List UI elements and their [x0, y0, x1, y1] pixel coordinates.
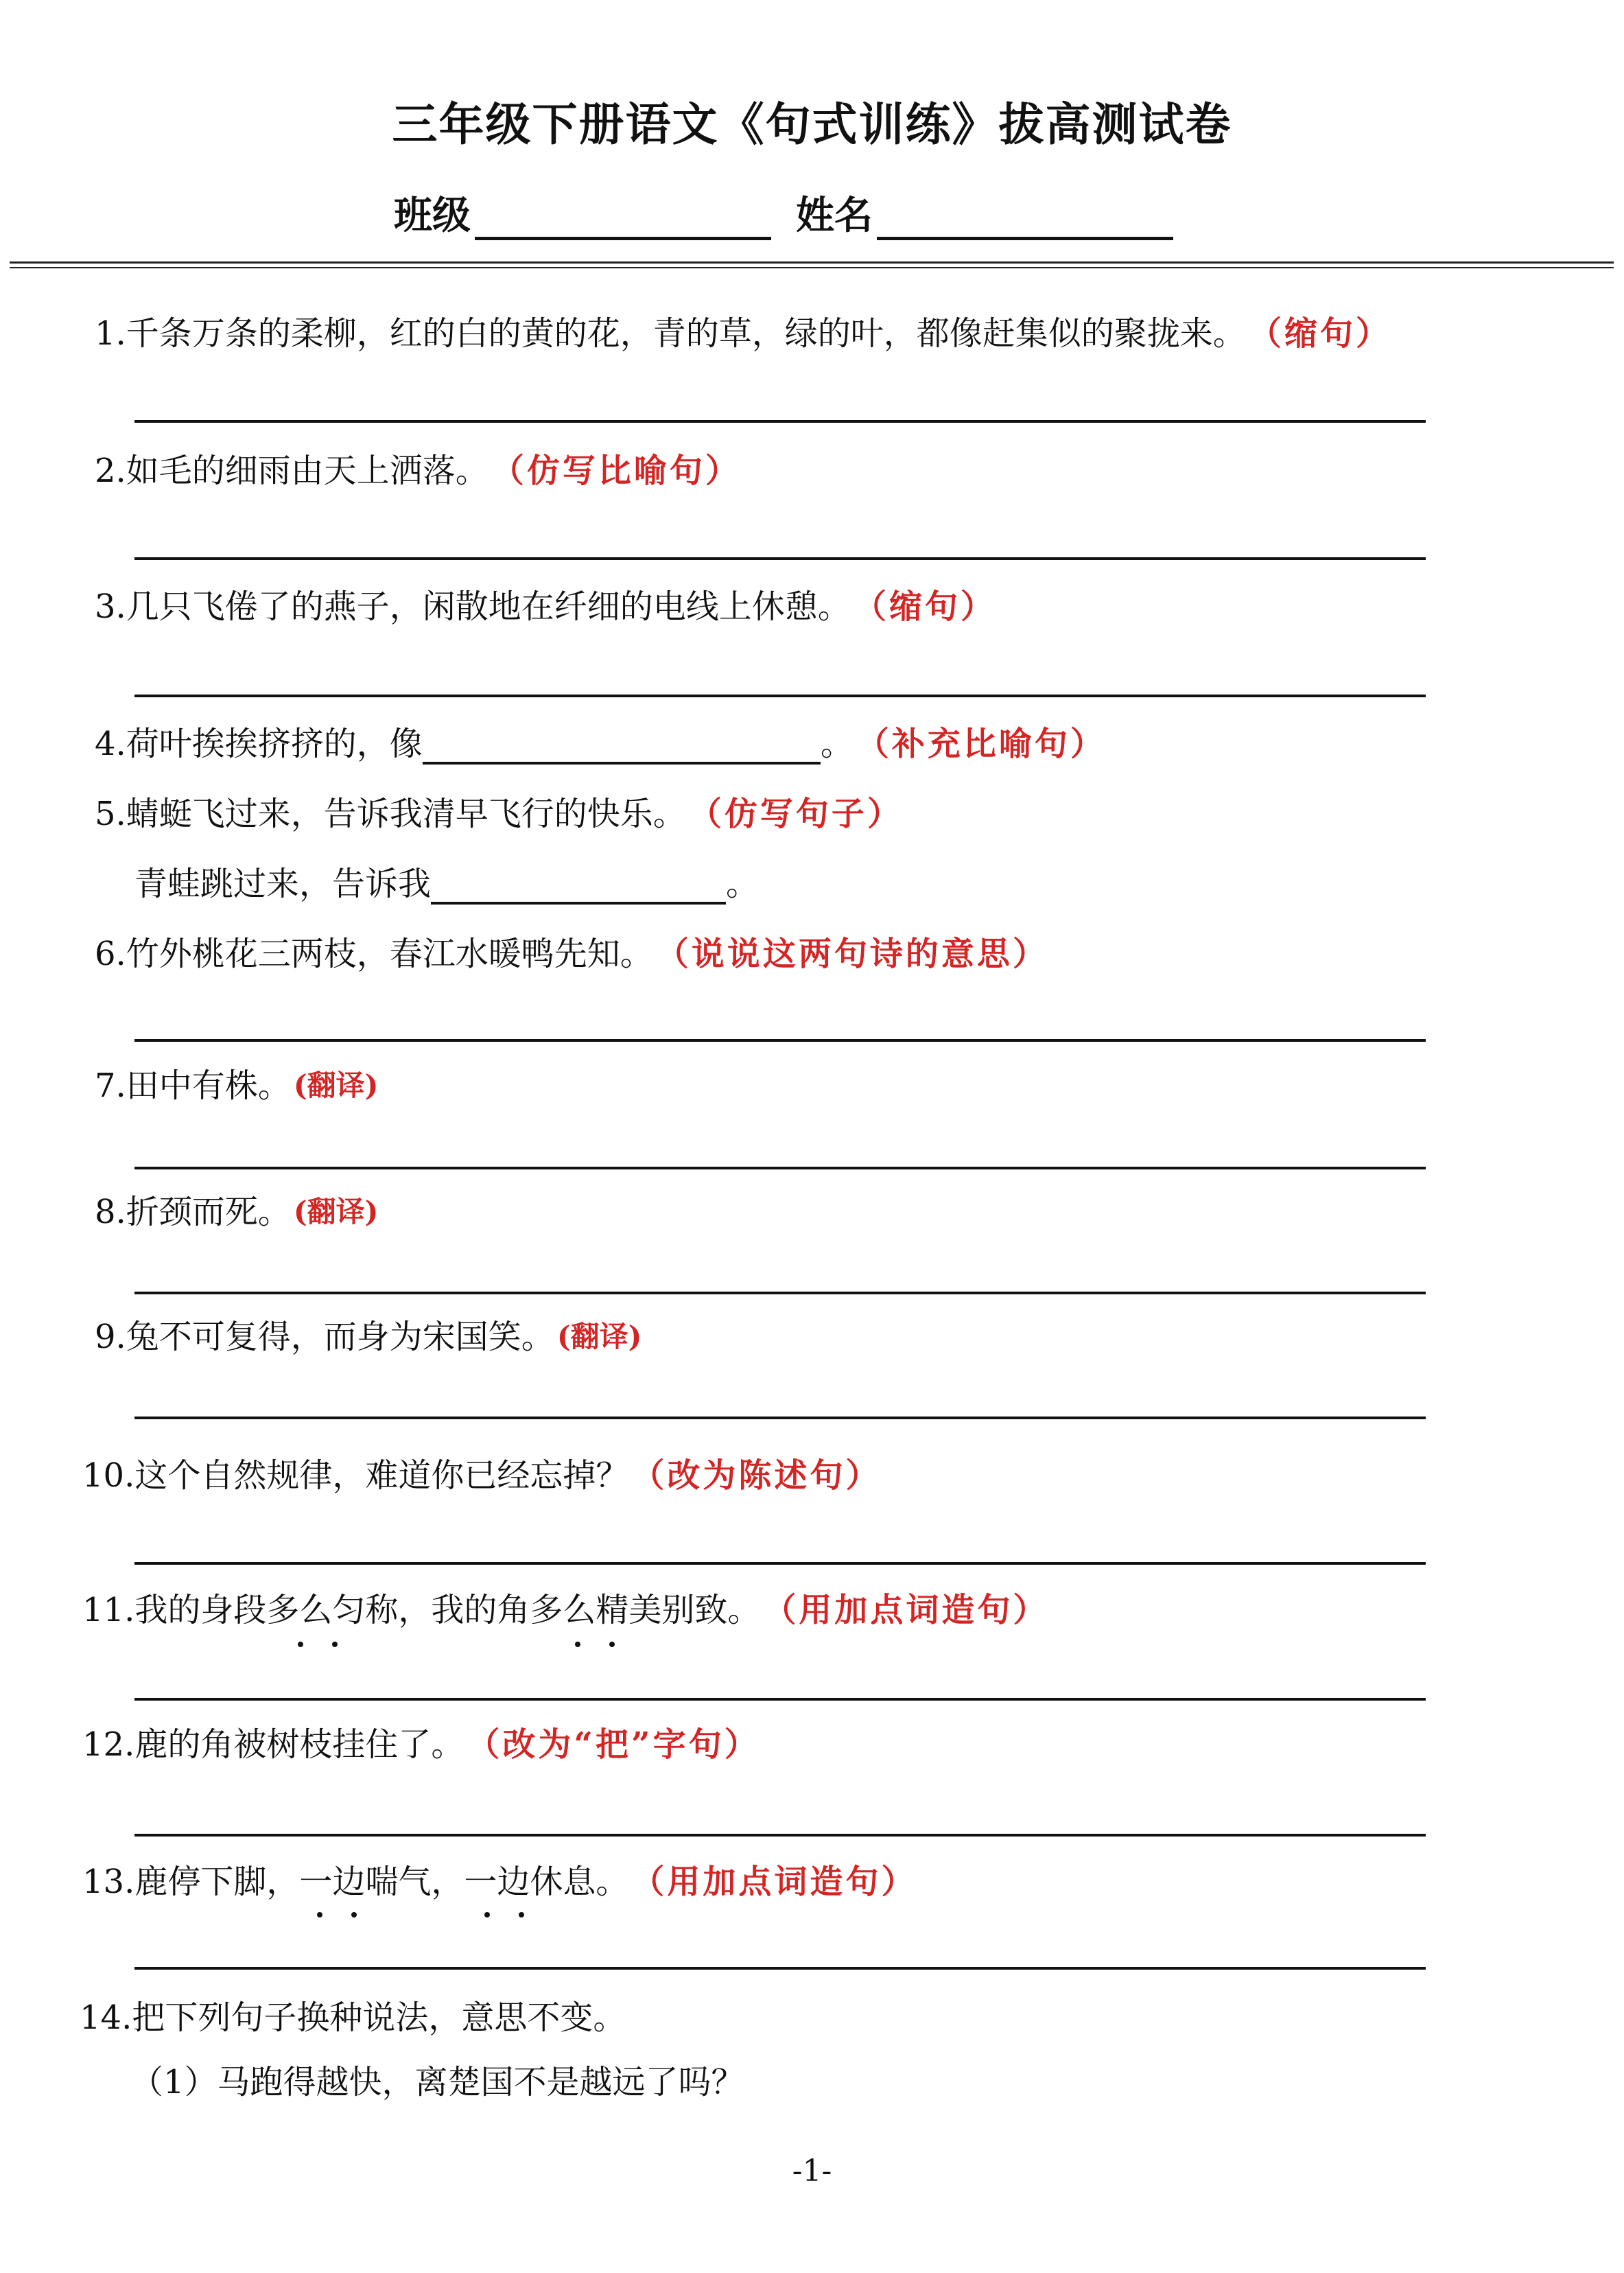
question-number: 5.	[95, 795, 126, 833]
question-instruction: （用加点词造句）	[763, 1591, 1049, 1629]
question-text: 千条万条的柔柳，红的白的黄的花，青的草，绿的叶，都像赶集似的聚拢来。	[126, 314, 1246, 353]
question-instruction: (翻译)	[556, 1320, 642, 1353]
question-number: 14.	[80, 1998, 132, 2037]
question-text: 这个自然规律，难道你已经忘掉？	[134, 1456, 629, 1495]
question-text: 鹿停下脚，一边喘气，一边休息。	[134, 1863, 629, 1901]
question-3	[95, 586, 996, 627]
emphasis-dot	[298, 1642, 303, 1647]
page-number: -1-	[792, 2154, 832, 2189]
question-instruction: （改为陈述句）	[631, 1456, 882, 1495]
question-instruction: （说说这两句诗的意思）	[655, 935, 1048, 973]
name-blank[interactable]	[877, 201, 1173, 240]
question-text: 兔不可复得，而身为宋国笑。	[126, 1318, 554, 1356]
class-blank[interactable]	[475, 201, 771, 240]
question-9	[95, 1316, 642, 1357]
answer-line-8[interactable]	[134, 1292, 1426, 1294]
question-text: 把下列句子换种说法，意思不变。	[132, 1998, 626, 2037]
header-divider-thin	[10, 267, 1614, 268]
fill-blank-4[interactable]	[423, 727, 821, 765]
question-number: 2.	[95, 452, 126, 490]
question-2	[95, 450, 741, 491]
question-text: 如毛的细雨由天上洒落。	[126, 452, 489, 490]
question-11	[82, 1589, 1048, 1631]
class-label: 班级	[394, 193, 471, 238]
question-10	[82, 1455, 881, 1496]
answer-line-1[interactable]	[134, 420, 1426, 423]
question-4	[95, 723, 1106, 765]
answer-line-9[interactable]	[134, 1417, 1426, 1419]
question-text-after: 。	[820, 725, 854, 763]
header-divider	[10, 261, 1614, 264]
answer-line-13[interactable]	[134, 1967, 1426, 1970]
question-number: 6.	[95, 935, 126, 973]
question-1	[95, 313, 1391, 354]
question-number: 1.	[95, 314, 126, 353]
emphasis-dot	[317, 1912, 322, 1918]
answer-line-7[interactable]	[134, 1167, 1426, 1169]
question-number: 12.	[82, 1725, 135, 1764]
name-label: 姓名	[796, 193, 873, 238]
question-13	[82, 1861, 917, 1902]
question-text: 蜻蜓飞过来，告诉我清早飞行的快乐。	[126, 795, 686, 833]
question-number: 3.	[95, 587, 126, 626]
question-text: 折颈而死。	[126, 1193, 291, 1231]
page-title: 三年级下册语文《句式训练》拔高测试卷	[392, 97, 1232, 151]
question-6	[95, 933, 1048, 975]
question-instruction: （仿写比喻句）	[491, 452, 741, 490]
answer-line-3[interactable]	[134, 695, 1426, 697]
question-text: 我的身段多么匀称，我的角多么精美别致。	[134, 1591, 761, 1629]
answer-line-10[interactable]	[134, 1562, 1426, 1565]
question-text: 荷叶挨挨挤挤的，像	[126, 725, 423, 763]
emphasis-dot	[484, 1912, 490, 1918]
question-14-sub-1	[130, 2062, 744, 2103]
emphasis-dot	[332, 1642, 338, 1647]
question-text: （1）马跑得越快，离楚国不是越远了吗？	[130, 2063, 744, 2101]
question-text: 青蛙跳过来，告诉我	[134, 865, 432, 903]
answer-line-2[interactable]	[134, 557, 1426, 560]
name-field[interactable]	[796, 185, 1173, 240]
question-7	[95, 1065, 379, 1106]
question-instruction: （仿写句子）	[688, 795, 903, 833]
class-field[interactable]	[394, 185, 771, 240]
question-instruction: （改为“把”字句）	[467, 1725, 760, 1764]
question-number: 13.	[82, 1863, 135, 1901]
emphasis-dot	[609, 1642, 615, 1647]
question-number: 11.	[82, 1591, 135, 1629]
question-instruction: （缩句）	[853, 587, 996, 626]
question-12	[82, 1724, 760, 1765]
question-8	[95, 1191, 379, 1233]
answer-line-11[interactable]	[134, 1698, 1426, 1701]
question-instruction: （补充比喻句）	[856, 725, 1106, 763]
question-text: 田中有株。	[126, 1066, 291, 1105]
question-number: 4.	[95, 725, 126, 763]
question-text: 几只飞倦了的燕子，闲散地在纤细的电线上休憩。	[126, 587, 851, 626]
question-instruction: (翻译)	[293, 1069, 379, 1102]
fill-blank-5[interactable]	[431, 867, 726, 905]
question-instruction: (翻译)	[293, 1195, 379, 1228]
question-number: 9.	[95, 1318, 126, 1356]
question-text: 鹿的角被树枝挂住了。	[134, 1725, 464, 1764]
answer-line-12[interactable]	[134, 1834, 1426, 1837]
question-text: 竹外桃花三两枝，春江水暖鸭先知。	[126, 935, 653, 973]
question-text-after: 。	[726, 865, 760, 903]
question-5	[95, 793, 903, 835]
emphasis-dot	[519, 1912, 524, 1918]
answer-line-6[interactable]	[134, 1039, 1426, 1042]
question-instruction: （缩句）	[1248, 314, 1391, 353]
question-number: 8.	[95, 1193, 126, 1231]
question-number: 7.	[95, 1066, 126, 1105]
question-14	[80, 1997, 626, 2038]
emphasis-dot	[351, 1912, 357, 1918]
question-number: 10.	[82, 1456, 135, 1495]
question-instruction: （用加点词造句）	[631, 1863, 917, 1901]
question-5-model	[134, 863, 759, 905]
emphasis-dot	[575, 1642, 580, 1647]
